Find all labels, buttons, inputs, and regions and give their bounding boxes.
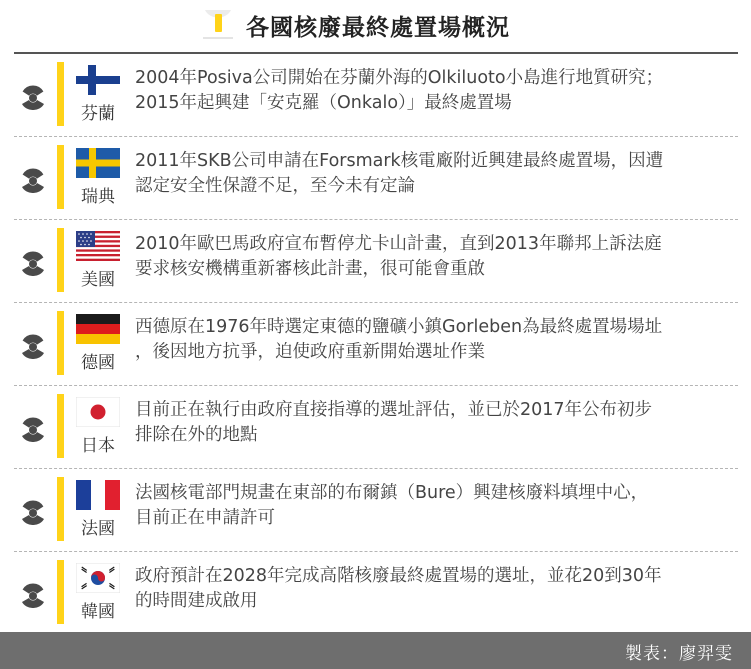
japan-flag-icon [76,397,120,427]
description: 政府預計在2028年完成高階核廢最終處置場的選址，並花20到30年 的時間建成啟用 [135,566,662,611]
finland-flag-icon [76,65,120,95]
usa-flag-icon [76,231,120,261]
accent-bar [57,62,64,126]
korea-flag-icon [76,563,120,593]
country-name: 瑞典 [81,187,115,207]
page-title: 各國核廢最終處置場概況 [246,15,510,41]
radiation-icon [14,327,52,363]
accent-bar [57,394,64,458]
accent-bar [57,560,64,624]
list-item [14,220,738,303]
list-item [14,303,738,386]
description: 目前正在執行由政府直接指導的選址評估，並已於2017年公布初步 排除在外的地點 [135,400,653,445]
description: 法國核電部門規畫在東部的布爾鎮（Bure）興建核廢料填埋中心， 目前正在申請許可 [135,483,649,528]
germany-flag-icon [76,314,120,344]
france-flag-icon [76,480,120,510]
description: 2004年Posiva公司開始在芬蘭外海的Olkiluoto小島進行地質研究； 2015年起興建「安克羅（Onkalo）」最終處置場 [135,68,664,113]
country-list [14,54,738,635]
description: 2011年SKB公司申請在Forsmark核電廠附近興建最終處置場，因遭 認定安全性保證不足，至今未有定論 [135,151,664,196]
radiation-icon [14,576,52,612]
country-name: 法國 [81,519,115,539]
header [0,0,751,52]
radiation-icon [14,493,52,529]
country-name: 芬蘭 [81,104,115,124]
list-item [14,386,738,469]
accent-bar [57,311,64,375]
country-name: 美國 [81,270,115,290]
country-name: 日本 [81,436,115,456]
radiation-icon [14,161,52,197]
country-name: 韓國 [81,602,115,622]
list-item [14,137,738,220]
radiation-icon [14,244,52,280]
accent-bar [57,477,64,541]
list-item [14,54,738,137]
description: 2010年歐巴馬政府宣布暫停尤卡山計畫，直到2013年聯邦上訴法庭 要求核安機構重新審核此計畫，很可能會重啟 [135,234,662,279]
list-item [14,552,738,635]
lightbulb-icon [200,8,236,40]
accent-bar [57,145,64,209]
sweden-flag-icon [76,148,120,178]
footer [0,632,751,669]
radiation-icon [14,78,52,114]
description: 西德原在1976年時選定東德的鹽礦小鎮Gorleben為最終處置場場址 ，後因地方抗爭，迫使政府重新開始選址作業 [135,317,663,362]
credit-text: 製表：廖羿雯 [625,644,733,664]
list-item [14,469,738,552]
radiation-icon [14,410,52,446]
accent-bar [57,228,64,292]
country-name: 德國 [81,353,115,373]
